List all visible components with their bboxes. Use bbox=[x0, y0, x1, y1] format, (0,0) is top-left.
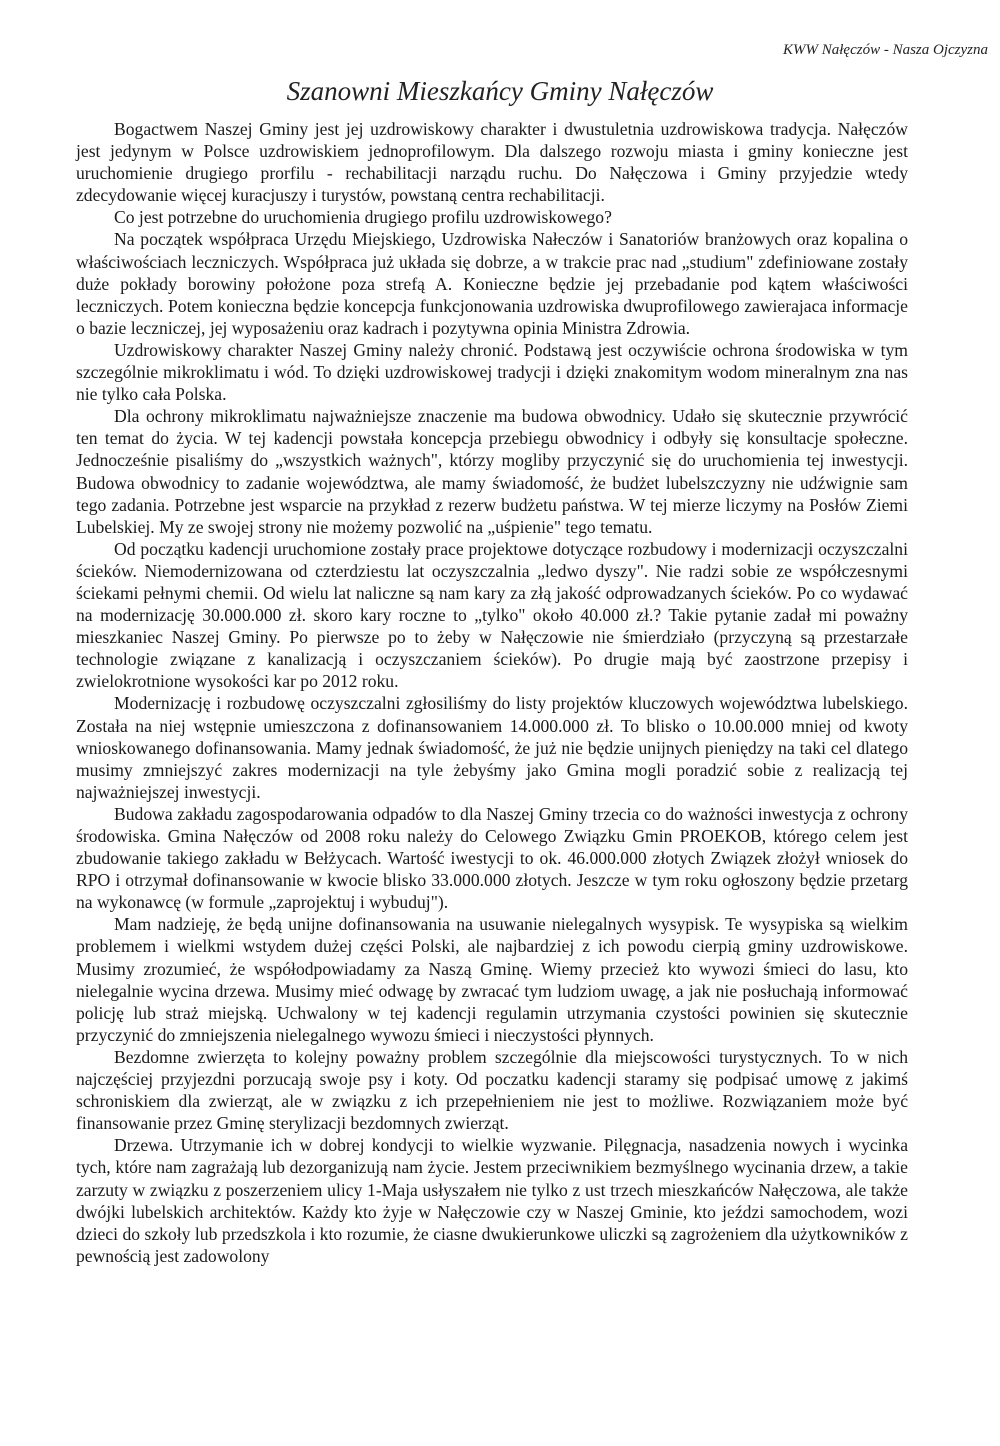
paragraph: Drzewa. Utrzymanie ich w dobrej kondycji to wielkie wyzwanie. Pilęgnacja, nasadzenia nowych i wycinka tych, które nam zagrażają lub dezorganizują nam życie. Jestem przeciwnikiem bezmyślnego wycinania drzew, a takie zarzuty w związku z poszerzeniem ulicy 1-Maja usłyszałem nie tylko z ust trzech mieszkańców Nałęczowa, ale także dwójki lubelskich architektów. Każdy kto żyje w Nałęczowie czy w Naszej Gminie, kto jeździ samochodem, wozi dzieci do szkoły lub przedszkola i kto rozumie, że ciasne dwukierunkowe uliczki są zagrożeniem dla użytkowników z pewnością jest zadowolony bbox=[76, 1135, 908, 1266]
committee-signature: KWW Nałęczów - Nasza Ojczyzna bbox=[783, 42, 988, 58]
paragraph: Uzdrowiskowy charakter Naszej Gminy należy chronić. Podstawą jest oczywiście ochrona środowiska w tym szczególnie mikroklimatu i wód. To dzięki uzdrowiskowej tradycji i dzięki znakomitym wodom mineralnym zna nas nie tylko cała Polska. bbox=[76, 339, 908, 405]
paragraph: Bogactwem Naszej Gminy jest jej uzdrowiskowy charakter i dwustuletnia uzdrowiskowa tradycja. Nałęczów jest jedynym w Polsce uzdrowiskiem jednoprofilowym. Dla dalszego rozwoju miasta i gminy konieczne jest uruchomienie drugiego prorfilu - rechabilitacji narządu ruchu. Do Nałęczowa i Gminy przyjedzie wtedy zdecydowanie więcej kuracjuszy i turystów, powstaną centra rechabilitacji. bbox=[76, 119, 908, 206]
letter-body bbox=[76, 118, 908, 1267]
paragraph: Bezdomne zwierzęta to kolejny poważny problem szczególnie dla miejscowości turystycznych. To w nich najczęściej przyjezdni porzucają swoje psy i koty. Od poczatku kadencji staramy się podpisać umowę z jakimś schroniskiem dla zwierząt, ale w związku z ich przepełnieniem nie jest to możliwe. Rozwiązaniem może być finansowanie przez Gminę sterylizacji bezdomnych zwierząt. bbox=[76, 1046, 908, 1134]
paragraph: Modernizację i rozbudowę oczyszczalni zgłosiliśmy do listy projektów kluczowych województwa lubelskiego. Została na niej wstępnie umieszczona z dofinansowaniem 14.000.000 zł. To blisko o 10.00.000 mniej od kwoty wnioskowanego dofinansowania. Mamy jednak świadomość, że już nie będzie unijnych pieniędzy na taki cel dlatego musimy zmniejszyć zakres modernizacji na tyle żebyśmy jako Gmina mogli poradzić sobie z realizacją tej najważniejszej inwestycji. bbox=[76, 693, 908, 802]
paragraph: Od początku kadencji uruchomione zostały prace projektowe dotyczące rozbudowy i modernizacji oczyszczalni ścieków. Niemodernizowana od czterdziestu lat oczyszczalnia „ledwo dyszy". Nie radzi sobie ze współczesnymi ściekami pełnymi chemii. Od wielu lat naliczne są nam kary za złą jakość odprowadzanych ścieków. Po co wydawać na modernizację 30.000.000 zł. skoro kary roczne to „tylko" około 40.000 zł.? Takie pytanie zadał mi poważny mieszkaniec Naszej Gminy. Po pierwsze po to żeby w Nałęczowie nie śmierdziało (przyczyną są przestarzałe technologie związane z kanalizacją i oczyszczaniem ścieków). Po drugie mają być zaostrzone przepisy i zwielokrotnione wysokości kar po 2012 roku. bbox=[76, 538, 908, 692]
paragraph: Co jest potrzebne do uruchomienia drugiego profilu uzdrowiskowego? bbox=[114, 207, 612, 228]
page-title: Szanowni Mieszkańcy Gminy Nałęczów bbox=[286, 76, 714, 106]
paragraph: Budowa zakładu zagospodarowania odpadów to dla Naszej Gminy trzecia co do ważności inwestycja z ochrony środowiska. Gmina Nałęczów od 2008 roku należy do Celowego Związku Gmin PROEKOB, którego celem jest zbudowanie takiego zakładu w Bełżycach. Wartość iwestycji to ok. 46.000.000 złotych Związek złożył wniosek do RPO i otrzymał dofinansowanie w kwocie blisko 33.000.000 złotych. Jeszcze w tym roku ogłoszony będzie przetarg na wykonawcę (w formule „zaprojektuj i wybuduj"). bbox=[76, 803, 908, 913]
paragraph: Na początek współpraca Urzędu Miejskiego, Uzdrowiska Nałeczów i Sanatoriów branżowych oraz kopalina o właściwościach leczniczych. Współpraca już układa się dobrze, a w trakcie prac nad „studium" zdefiniowane zostały duże pokłady borowiny położone poza strefą A. Konieczne będzie jej przebadanie pod kątem właściwości leczniczych. Potem konieczna będzie koncepcja funkcjonowania uzdrowiska dwuprofilowego zawierajaca informacje o bazie leczniczej, jej wyposażeniu oraz kadrach i pozytywna opinia Ministra Zdrowia. bbox=[76, 229, 908, 338]
paragraph: Dla ochrony mikroklimatu najważniejsze znaczenie ma budowa obwodnicy. Udało się skutecznie przywrócić ten temat do życia. W tej kadencji powstała koncepcja przebiegu obwodnicy i odbyły się konsultacje społeczne. Jednocześnie pisaliśmy do „wszystkich ważnych", którzy mogliby przyczynić się do uruchomienia tej inwestycji. Budowa obwodnicy to zadanie województwa, ale mamy świadomość, że budżet lubelszczyzny nie udźwignie sam tego zadania. Potrzebne jest wsparcie na przykład z rezerw budżetu państwa. W tej mierze liczymy na Posłów Ziemi Lubelskiej. My ze swojej strony nie możemy pozwolić na „uśpienie" tego tematu. bbox=[76, 406, 908, 537]
paragraph: Mam nadzieję, że będą unijne dofinansowania na usuwanie nielegalnych wysypisk. Te wysypiska są wielkim problemem i wielkmi wstydem dużej części Polski, ale najbardziej z ich powodu cierpią gminy uzdrowiskowe. Musimy zrozumieć, że współodpowiadamy za Naszą Gminę. Wiemy przecież kto wywozi śmieci do lasu, kto nielegalnie wycina drzewa. Musimy mieć odwagę by zwracać tym ludziom uwagę, a jak nie posłuchają informować policję lub straż miejską. Uchwalony w tej kadencji regulamin utrzymania czystości powinien się skutecznie przyczynić do zmniejszenia nielegalnego wywozu śmieci i nieczystości płynnych. bbox=[76, 914, 908, 1045]
